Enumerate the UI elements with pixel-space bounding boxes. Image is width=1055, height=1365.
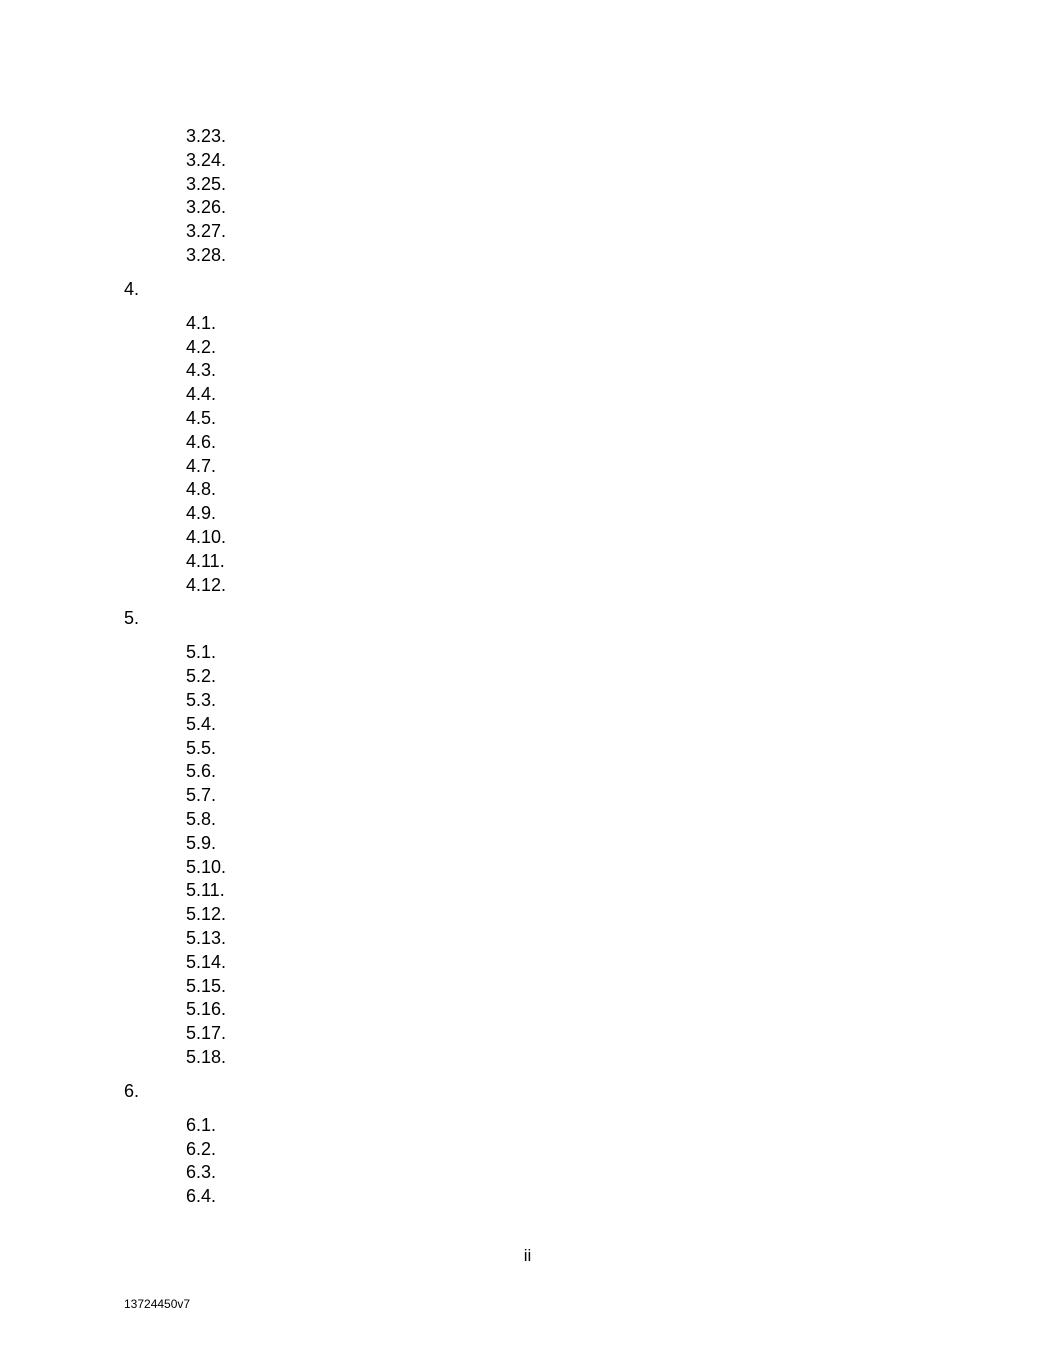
toc-entry-number: 4.12.	[186, 574, 227, 595]
toc-section-row	[124, 606, 932, 630]
toc-entry-row	[186, 195, 932, 219]
toc-entry-number: 5.6.	[186, 761, 217, 782]
toc-entry-number: 5.14.	[186, 951, 227, 972]
toc-entry-number: 4.8.	[186, 479, 217, 500]
toc-entry-number: 3.24.	[186, 149, 227, 170]
toc-entry-row	[186, 878, 932, 902]
toc-entry-number: 5.4.	[186, 713, 217, 734]
toc-entry-row	[186, 855, 932, 879]
document-id: 13724450v7	[124, 1297, 191, 1311]
toc-entry-number: 5.13.	[186, 928, 227, 948]
toc-entry-number: 5.3.	[186, 690, 217, 710]
toc-entry-number: 6.2.	[186, 1138, 217, 1159]
toc-entry-number: 5.18.	[186, 1047, 227, 1067]
toc-entry-number: 6.	[124, 1080, 140, 1101]
toc-entry-row	[186, 688, 932, 712]
toc-entry-number: 4.7.	[186, 455, 217, 476]
toc-entry-number: 5.1.	[186, 642, 217, 663]
toc-entry-number: 3.25.	[186, 173, 227, 194]
toc-entry-row	[186, 382, 932, 406]
toc-entry-number: 4.	[124, 278, 140, 299]
toc-entry-number: 6.1.	[186, 1114, 217, 1135]
toc-entry-row	[186, 430, 932, 454]
toc-entry-row	[186, 974, 932, 998]
toc-entry-number: 5.7.	[186, 785, 217, 806]
toc-entry-row	[186, 525, 932, 549]
toc-entry-number: 4.1.	[186, 312, 217, 333]
toc-entry-row	[186, 148, 932, 172]
toc-entry-number: 4.10.	[186, 527, 227, 547]
toc-entry-row	[186, 950, 932, 974]
toc-entry-row	[186, 219, 932, 243]
toc-entry-row	[186, 831, 932, 855]
toc-entry-number: 5.12.	[186, 904, 227, 925]
toc-entry-number: 4.11.	[186, 550, 225, 571]
page-number: ii	[523, 1246, 532, 1265]
toc-entry-row	[186, 311, 932, 335]
toc-entry-number: 5.10.	[186, 856, 227, 877]
toc-entry-number: 3.26.	[186, 197, 227, 218]
toc-entry-number: 3.28.	[186, 245, 227, 265]
toc-entry-number: 4.2.	[186, 336, 217, 357]
toc-entry-row	[186, 783, 932, 807]
toc-entry-row	[186, 1184, 932, 1208]
toc-entry-row	[186, 124, 932, 148]
toc-entry-number: 4.6.	[186, 431, 217, 452]
toc-entry-row	[186, 1021, 932, 1045]
toc-entry-number: 4.3.	[186, 360, 217, 381]
toc-entry-row	[186, 759, 932, 783]
toc-entry-row	[186, 1045, 932, 1069]
toc-entry-number: 5.16.	[186, 999, 227, 1020]
toc-entry-number: 5.5.	[186, 737, 217, 758]
toc-section-row	[124, 277, 932, 301]
toc-entry-number: 5.17.	[186, 1023, 227, 1044]
toc-entry-row	[186, 736, 932, 760]
toc-entry-row	[186, 477, 932, 501]
toc-entry-number: 5.2.	[186, 666, 217, 687]
toc-entry-row	[186, 664, 932, 688]
toc-entry-row	[186, 640, 932, 664]
toc-section-row	[124, 1079, 932, 1103]
toc-entry-row	[186, 335, 932, 359]
toc-entry-number: 5.	[124, 608, 140, 629]
toc-entry-row	[186, 243, 932, 267]
toc-entry-row	[186, 997, 932, 1021]
toc-entry-number: 4.5.	[186, 408, 217, 428]
toc-entry-number: 3.27.	[186, 221, 227, 242]
toc-entry-row	[186, 358, 932, 382]
toc-entry-row	[186, 172, 932, 196]
toc-entry-number: 3.23.	[186, 126, 227, 146]
toc-entry-number: 5.8.	[186, 809, 217, 829]
toc-entry-number: 4.4.	[186, 384, 217, 405]
toc-entry-number: 5.11.	[186, 880, 225, 901]
toc-entry-number: 6.3.	[186, 1162, 217, 1183]
toc-entry-row	[186, 807, 932, 831]
toc-entry-number: 4.9.	[186, 503, 217, 524]
toc-entry-row	[186, 1160, 932, 1184]
toc-entry-row	[186, 926, 932, 950]
toc-entry-row	[186, 712, 932, 736]
toc-entry-row	[186, 902, 932, 926]
toc-entry-number: 6.4.	[186, 1186, 217, 1207]
toc-entry-row	[186, 454, 932, 478]
toc-entry-row	[186, 1113, 932, 1137]
toc-entry-number: 5.15.	[186, 975, 227, 996]
toc-entry-row	[186, 406, 932, 430]
toc-entry-row	[186, 1137, 932, 1161]
toc-entry-row	[186, 549, 932, 573]
toc-entry-number: 5.9.	[186, 832, 217, 853]
toc-entry-row	[186, 573, 932, 597]
toc-entry-row	[186, 501, 932, 525]
